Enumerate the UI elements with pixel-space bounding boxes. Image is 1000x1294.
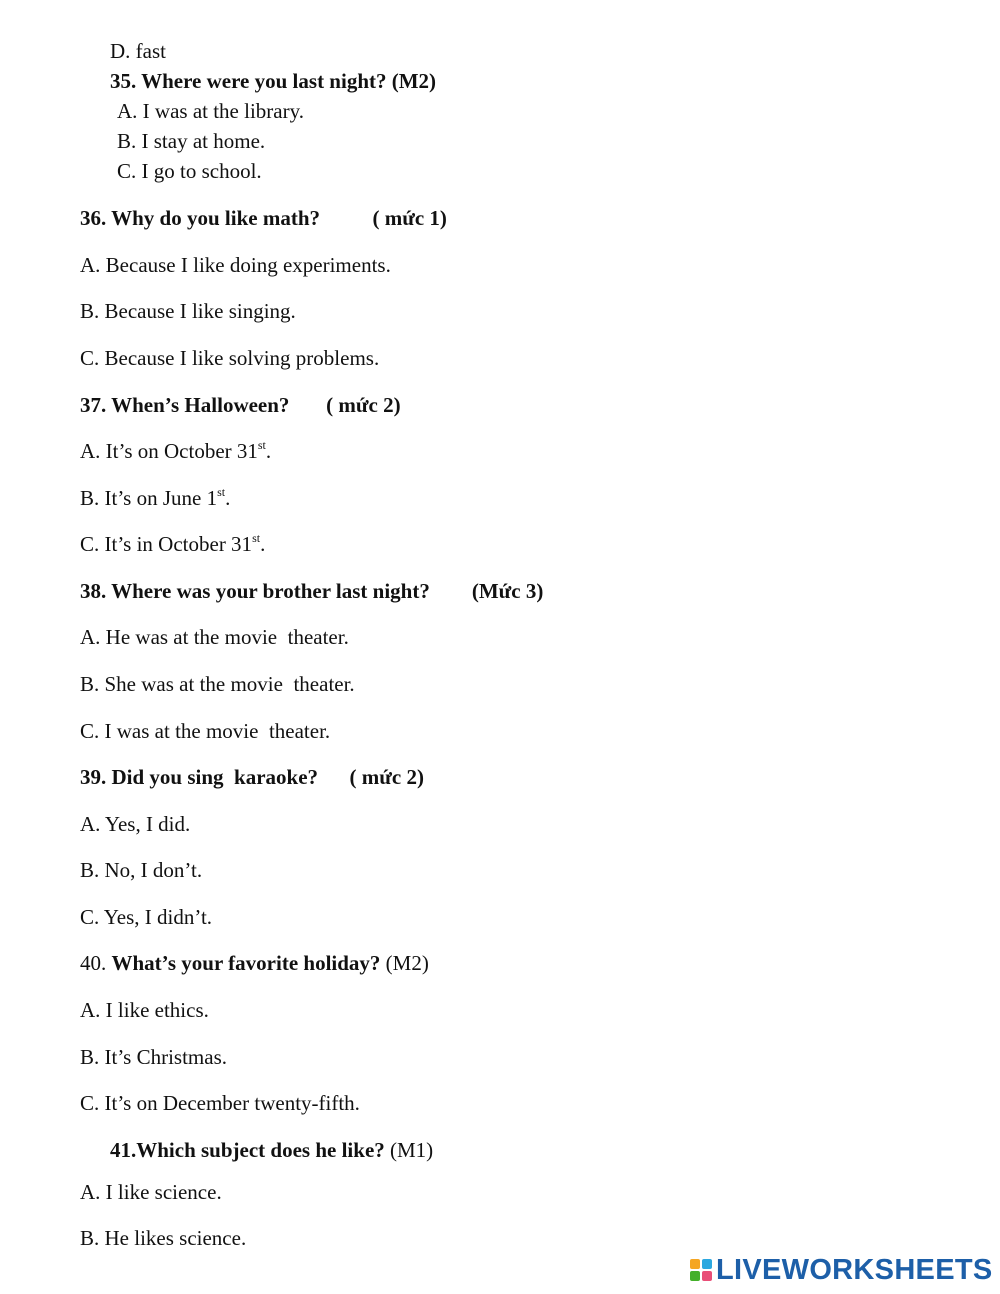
question-35: 35. Where were you last night? (M2) bbox=[110, 69, 437, 93]
question-38: 38. Where was your brother last night? (Mức 3) bbox=[80, 579, 544, 603]
q40-option-b: B. It’s Christmas. bbox=[80, 1045, 228, 1069]
q35-option-c: C. I go to school. bbox=[117, 159, 262, 183]
logo-tile-3 bbox=[690, 1271, 700, 1281]
question-40: 40. What’s your favorite holiday? (M2) bbox=[80, 951, 429, 975]
question-37: 37. When’s Halloween? ( mức 2) bbox=[80, 393, 401, 417]
logo-tile-4 bbox=[702, 1271, 712, 1281]
logo-tile-2 bbox=[702, 1259, 712, 1269]
q39-option-a: A. Yes, I did. bbox=[80, 812, 191, 836]
q36-option-c: C. Because I like solving problems. bbox=[80, 346, 380, 370]
q40-option-a: A. I like ethics. bbox=[80, 998, 209, 1022]
q38-option-b: B. She was at the movie theater. bbox=[80, 672, 355, 696]
q39-option-b: B. No, I don’t. bbox=[80, 858, 203, 882]
question-39: 39. Did you sing karaoke? ( mức 2) bbox=[80, 765, 424, 789]
q40-option-c: C. It’s on December twenty-fifth. bbox=[80, 1091, 360, 1115]
q41-option-a: A. I like science. bbox=[80, 1180, 222, 1204]
logo-tile-1 bbox=[690, 1259, 700, 1269]
q37-option-b: B. It’s on June 1st. bbox=[80, 485, 231, 510]
q39-option-c: C. Yes, I didn’t. bbox=[80, 905, 213, 929]
logo-text: LIVEWORKSHEETS bbox=[716, 1253, 993, 1286]
option-d-fast: D. fast bbox=[110, 39, 166, 63]
q38-option-c: C. I was at the movie theater. bbox=[80, 719, 331, 743]
q35-option-a: A. I was at the library. bbox=[117, 99, 304, 123]
q38-option-a: A. He was at the movie theater. bbox=[80, 625, 349, 649]
q37-option-a: A. It’s on October 31st. bbox=[80, 438, 272, 463]
q36-option-a: A. Because I like doing experiments. bbox=[80, 253, 391, 277]
q36-option-b: B. Because I like singing. bbox=[80, 299, 296, 323]
logo-tiles-icon bbox=[690, 1259, 712, 1281]
q41-option-b: B. He likes science. bbox=[80, 1226, 247, 1250]
question-36: 36. Why do you like math? ( mức 1) bbox=[80, 206, 447, 230]
q37-option-c: C. It’s in October 31st. bbox=[80, 531, 266, 556]
question-41: 41.Which subject does he like? (M1) bbox=[110, 1138, 434, 1162]
q35-option-b: B. I stay at home. bbox=[117, 129, 266, 153]
liveworksheets-logo[interactable] bbox=[690, 1254, 993, 1286]
